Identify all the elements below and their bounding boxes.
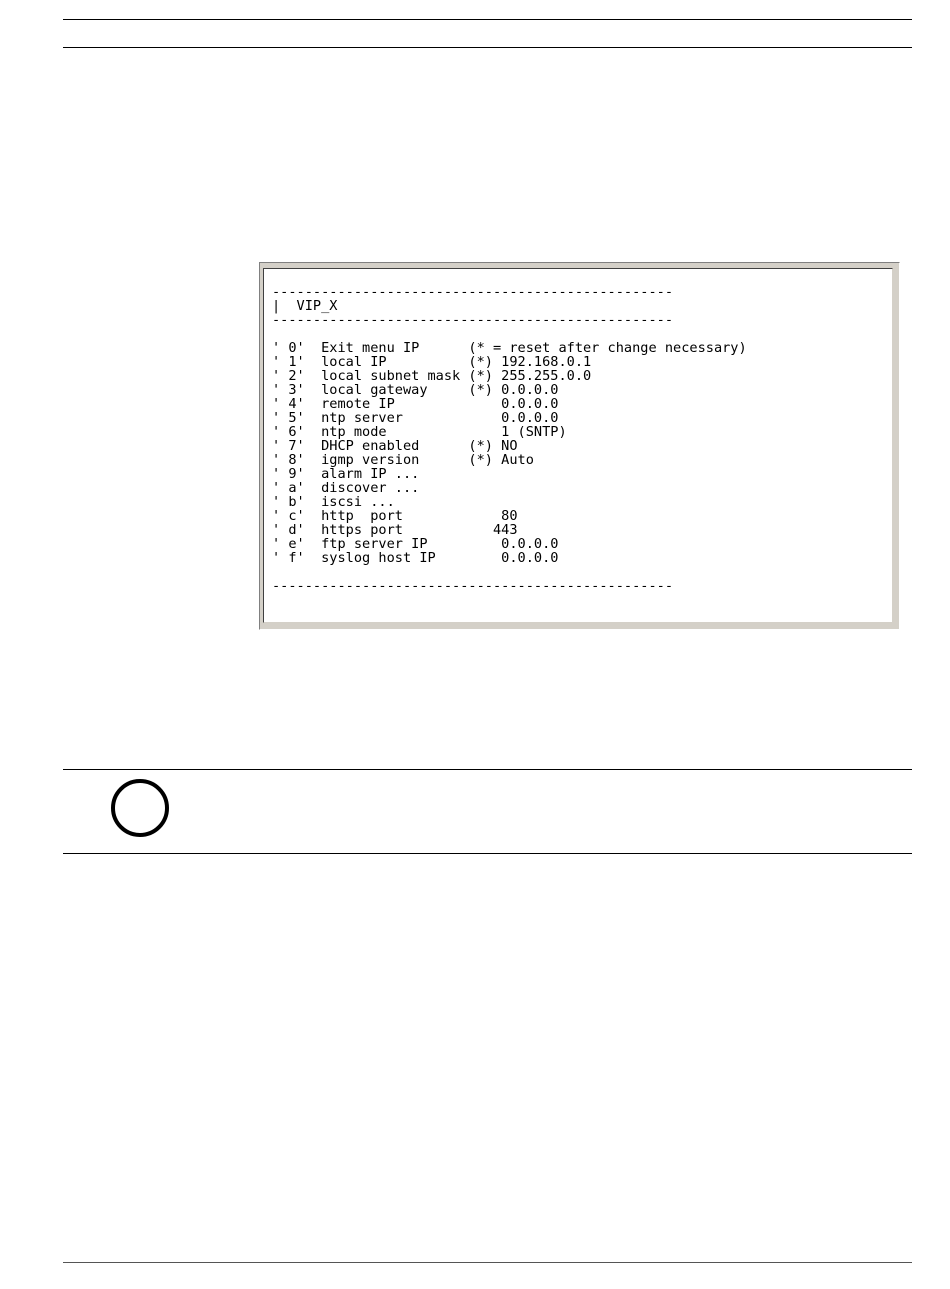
menu-item-http-port: ' c' http port 80 (272, 508, 518, 524)
menu-item-ntp-mode: ' 6' ntp mode 1 (SNTP) (272, 424, 567, 440)
info-circle-icon (111, 779, 169, 837)
menu-item-iscsi: ' b' iscsi ... (272, 494, 395, 510)
terminal-line: ------------------------------------------------- (272, 284, 674, 300)
terminal-line (272, 327, 747, 341)
menu-item-subnet-mask: ' 2' local subnet mask (*) 255.255.0.0 (272, 368, 592, 384)
menu-item-alarm-ip: ' 9' alarm IP ... (272, 466, 420, 482)
menu-item-remote-ip: ' 4' remote IP 0.0.0.0 (272, 396, 559, 412)
menu-item-discover: ' a' discover ... (272, 480, 420, 496)
terminal-window (259, 262, 900, 630)
menu-item-gateway: ' 3' local gateway (*) 0.0.0.0 (272, 382, 559, 398)
menu-item-syslog-host: ' f' syslog host IP 0.0.0.0 (272, 550, 559, 566)
footer-rule (63, 1262, 912, 1263)
menu-item-local-ip: ' 1' local IP (*) 192.168.0.1 (272, 354, 592, 370)
terminal-line: ------------------------------------------------- (272, 312, 674, 328)
menu-item-igmp: ' 8' igmp version (*) Auto (272, 452, 534, 468)
terminal-title-line: | VIP_X (272, 298, 338, 314)
menu-item-ntp-server: ' 5' ntp server 0.0.0.0 (272, 410, 559, 426)
note-bottom-rule (63, 853, 912, 854)
header-top-rule (63, 19, 912, 20)
terminal-line (272, 565, 747, 579)
menu-item-https-port: ' d' https port 443 (272, 522, 518, 538)
terminal-text (272, 285, 747, 593)
menu-item-dhcp: ' 7' DHCP enabled (*) NO (272, 438, 518, 454)
terminal-screen-area (263, 268, 893, 623)
header-bottom-rule (63, 47, 912, 48)
menu-item-ftp-server: ' e' ftp server IP 0.0.0.0 (272, 536, 559, 552)
menu-item-exit: ' 0' Exit menu IP (* = reset after change necessary) (272, 340, 747, 356)
note-top-rule (63, 769, 912, 770)
terminal-line: ------------------------------------------------- (272, 578, 674, 594)
